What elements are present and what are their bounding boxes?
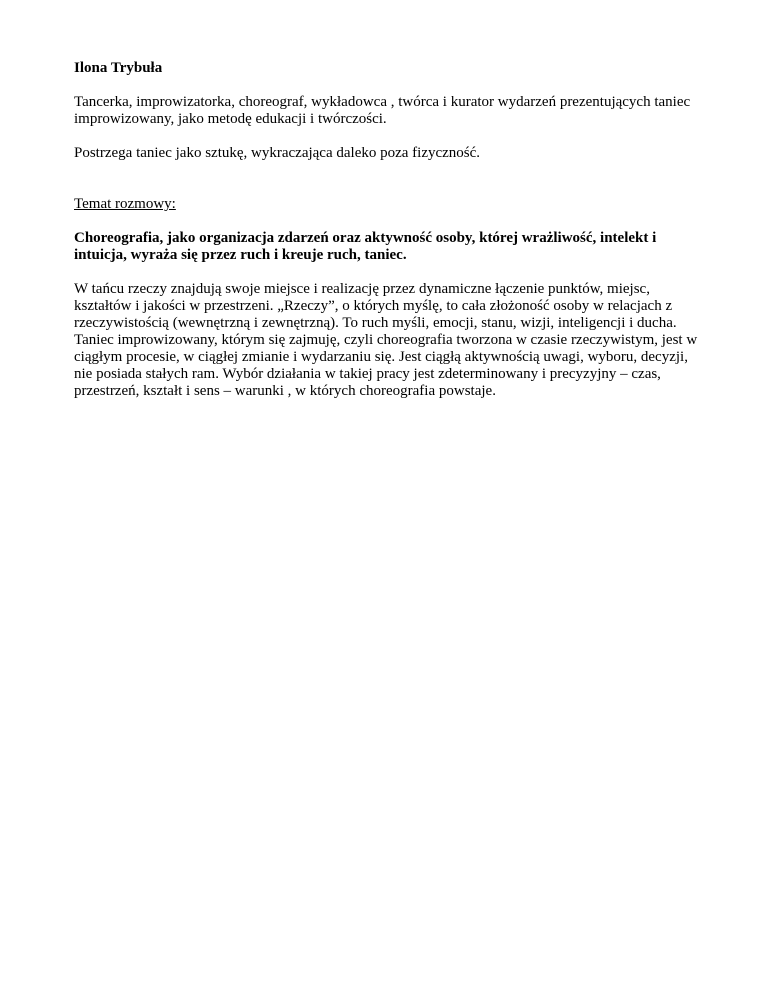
body-paragraph: W tańcu rzeczy znajdują swoje miejsce i realizację przez dynamiczne łączenie punktów, miejsc, kształtów i jakości w przestrzeni. „Rzeczy”, o których myślę, to cała złożoność osoby w relacjach z rzeczywistością (wewnętrzną i zewnętrzną). To ruch myśli, emocji, stanu, wizji, inteligencji i ducha. Taniec improwizowany, którym się zajmuję, czyli choreografia tworzona w czasie rzeczywistym, jest w ciągłym procesie, w ciągłej zmianie i wydarzaniu się. Jest ciągłą aktywnością uwagi, wyboru, decyzji, nie posiada stałych ram. Wybór działania w takiej pracy jest zdeterminowany i precyzyjny – czas, przestrzeń, kształt i sens – warunki , w których choreografia powstaje. bbox=[74, 281, 698, 399]
author-perception: Postrzega taniec jako sztukę, wykraczająca daleko poza fizyczność. bbox=[74, 145, 481, 161]
topic-label: Temat rozmowy: bbox=[74, 196, 176, 212]
document-page bbox=[74, 60, 704, 400]
author-name: Ilona Trybuła bbox=[74, 60, 163, 76]
author-bio: Tancerka, improwizatorka, choreograf, wykładowca , twórca i kurator wydarzeń prezentujących taniec improwizowany, jako metodę edukacji i twórczości. bbox=[74, 94, 691, 127]
topic-title: Choreografia, jako organizacja zdarzeń oraz aktywność osoby, której wrażliwość, intelekt i intuicja, wyraża się przez ruch i kreuje ruch, taniec. bbox=[74, 230, 657, 263]
